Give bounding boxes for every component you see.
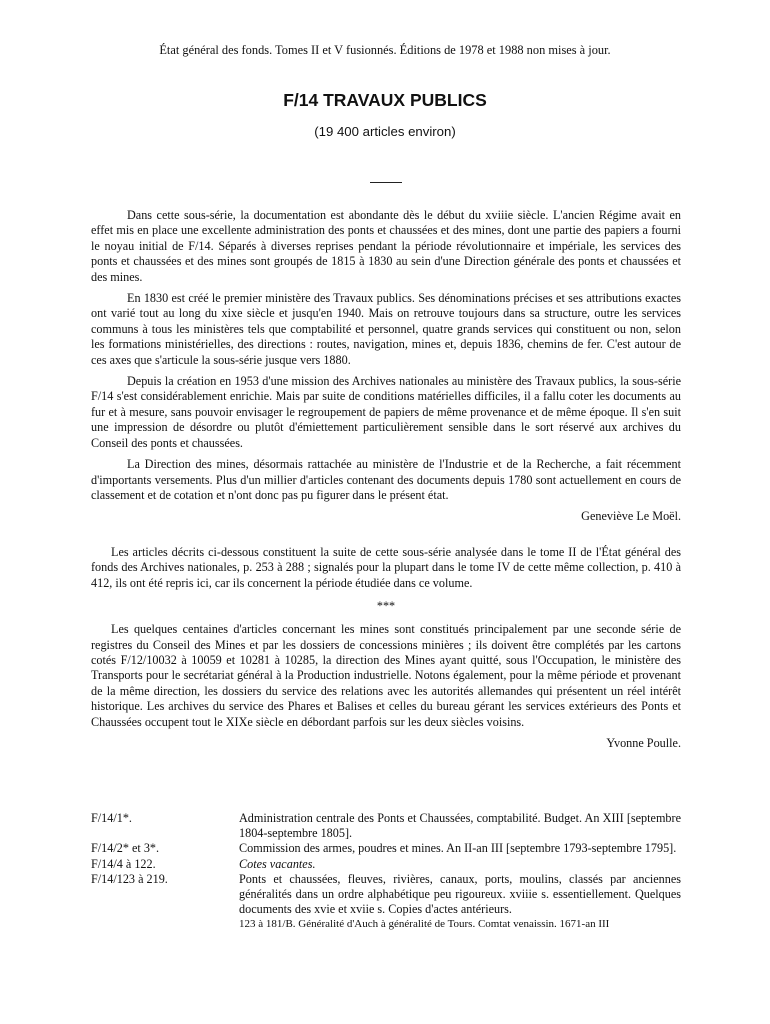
entry-cote: F/14/123 à 219.: [91, 871, 168, 886]
intro-paragraph-4: La Direction des mines, désormais rattachée au ministère de l'Industrie et de la Recherche, a fait récemment d'importants versements. Plus d'un millier d'articles contenant des documents depuis 1780 sont actuellement en cours de classement et de cotation et n'ont donc pas pu figurer dans le présent état.: [91, 457, 681, 502]
entry-description: Ponts et chaussées, fleuves, rivières, canaux, ports, moulins, classés par anciennes généralités dans un ordre alphabétique peu rigoureux. xviiie s. essentiellement. Quelques documents des xvie et xviie s. Copies d'actes antérieurs.: [239, 871, 681, 917]
entry-cote: F/14/1*.: [91, 811, 132, 825]
page-title: F/14 TRAVAUX PUBLICS: [283, 90, 487, 110]
intro-signature: Geneviève Le Moël.: [581, 509, 681, 524]
entry-description: Administration centrale des Ponts et Chaussées, comptabilité. Budget. An XIII [septembre 1804-septembre 1805].: [239, 811, 681, 841]
title-rule: [370, 182, 402, 183]
intro-paragraph-2: En 1830 est créé le premier ministère des Travaux publics. Ses dénominations précises et ses attributions exactes ont varié tout au long du xixe siècle et jusqu'en 1940. Mais on retrouve toujours dans sa structure, outre les services communs à tous les ministères tels que comptabilité et personnel, quatre grands services qui constituent ou non, selon les formations ministérielles, des directions : routes, navigation, mines et, depuis 1836, chemins de fer. C'est autour de ces axes que s'articule la sous-série jusque vers 1880.: [91, 291, 681, 367]
introduction: [91, 208, 681, 524]
inventory-entry: [91, 872, 681, 933]
inventory-entry: [91, 811, 681, 841]
entry-description: Cotes vacantes.: [239, 856, 316, 871]
notes-paragraph-2: Les quelques centaines d'articles concernant les mines sont constitués principalement par une seconde série de registres du Conseil des Mines et par les dossiers de concessions minières ; ils doivent être complétés par les cartons cotés F/12/10032 à 10059 et 10281 à 10285, la direction des Mines ayant quitté, sous l'Occupation, le ministère des Transports pour le secrétariat général à la Production industrielle. Notons également, pour la même période et provenant de la même direction, les dossiers du service des relations avec les autorités allemandes qui présentent un réel intérêt historique. Les archives du service des Phares et Balises et celles du bureau gérant les services extérieurs des Ponts et Chaussées occupent tout le XIXe siècle en débordant parfois sur les deux siècles voisins.: [91, 622, 681, 729]
inventory-entry: [91, 841, 681, 856]
section-separator: ***: [376, 599, 396, 614]
notes-section: [91, 545, 681, 751]
entry-subdescription: 123 à 181/B. Généralité d'Auch à généralité de Tours. Comtat venaissin. 1671-an III: [239, 918, 610, 931]
inventory-entries: [91, 811, 681, 933]
notes-paragraph-1: Les articles décrits ci-dessous constituent la suite de cette sous-série analysée dans le tome II de l'État général des fonds des Archives nationales, p. 253 à 288 ; signalés pour la plupart dans le tome IV de cette même collection, p. 410 à 412, ils ont été repris ici, car ils concernent la période étudiée dans ce volume.: [91, 545, 681, 590]
page-header: État général des fonds. Tomes II et V fusionnés. Éditions de 1978 et 1988 non mises à jour.: [159, 43, 611, 57]
entry-cote: F/14/2* et 3*.: [91, 841, 160, 856]
page-subtitle: (19 400 articles environ): [314, 124, 456, 139]
intro-paragraph-3: Depuis la création en 1953 d'une mission des Archives nationales au ministère des Travaux publics, la sous-série F/14 s'est considérablement enrichie. Mais par suite de conditions matérielles difficiles, il a fallu coter les documents au fur et à mesure, sans pouvoir envisager le regroupement de papiers de même provenance et de même époque. Il s'en suit une impression de désordre ou plutôt d'émiettement particulièrement sensible dans le sort réservé aux archives du Conseil des ponts et chaussées.: [91, 374, 681, 450]
entry-description: Commission des armes, poudres et mines. An II-an III [septembre 1793-septembre 1795].: [239, 841, 677, 856]
entry-cote: F/14/4 à 122.: [91, 856, 156, 871]
inventory-entry: [91, 857, 681, 872]
intro-paragraph-1: Dans cette sous-série, la documentation est abondante dès le début du xviiie siècle. L'ancien Régime avait en effet mis en place une excellente administration des ponts et chaussées et des mines, dont une partie des papiers a fourni le noyau initial de F/14. Séparés à diverses reprises pendant la période révolutionnaire et impériale, les services des ponts et chaussées et des mines sont groupés de 1815 à 1830 au sein d'une Direction générale des ponts et chaussées et des mines.: [91, 208, 681, 284]
notes-signature: Yvonne Poulle.: [606, 736, 681, 751]
